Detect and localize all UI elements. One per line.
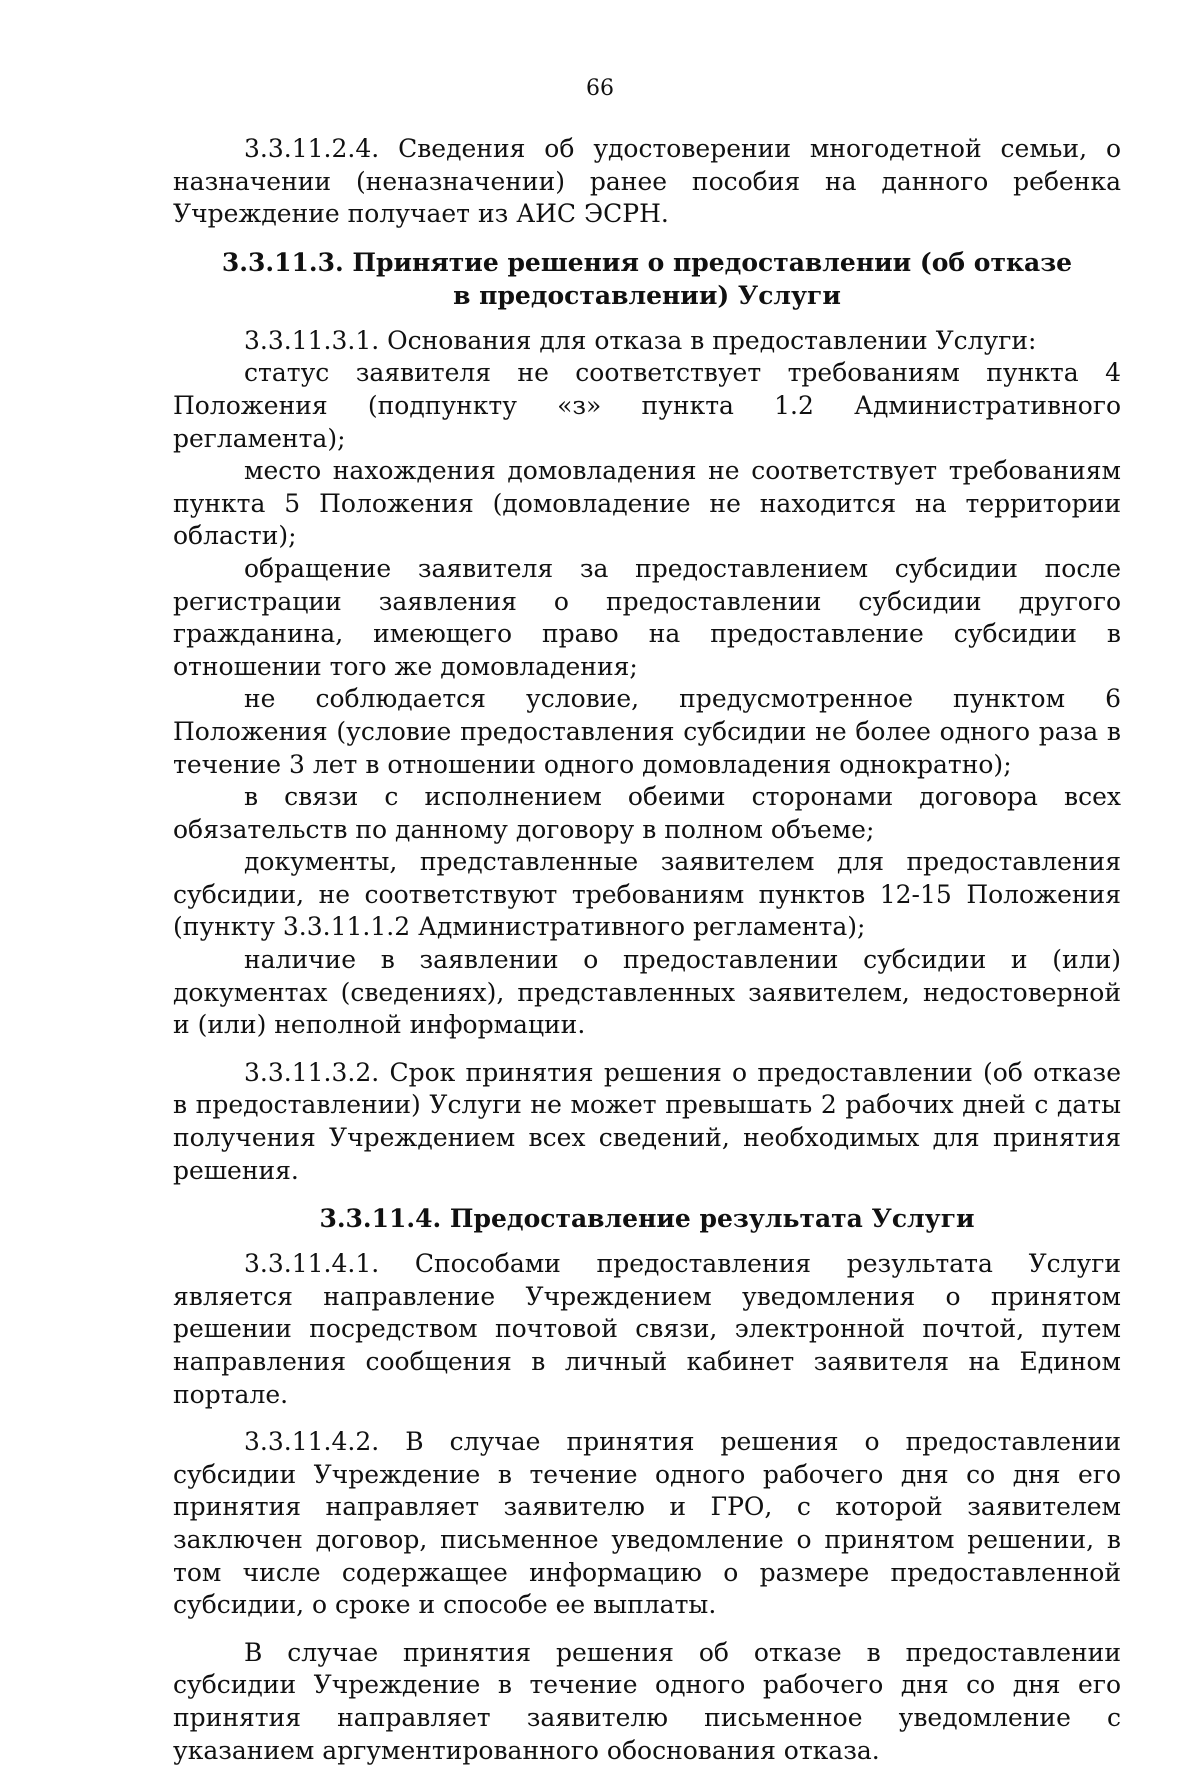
section-heading-3-3-11-4: 3.3.11.4. Предоставление результата Услуги bbox=[319, 1204, 975, 1234]
refusal-ground-6: документы, представленные заявителем для предоставления субсидии, не соответствуют требованиям пунктов 12-15 Положения (пункту 3.3.11.1.2 Административного регламента); bbox=[173, 847, 1121, 942]
refusal-ground-7: наличие в заявлении о предоставлении субсидии и (или) документах (сведениях), представленных заявителем, недостоверной и (или) неполной информации. bbox=[173, 945, 1121, 1040]
paragraph-3-3-11-2-4: 3.3.11.2.4. Сведения об удостоверении многодетной семьи, о назначении (неназначении) ранее пособия на данного ребенка Учреждение получает из АИС ЭСРН. bbox=[173, 134, 1121, 229]
document-body bbox=[173, 133, 1121, 1767]
paragraph-3-3-11-3-2: 3.3.11.3.2. Срок принятия решения о предоставлении (об отказе в предоставлении) Услуги не может превышать 2 рабочих дней с даты получения Учреждением всех сведений, необходимых для принятия решения. bbox=[173, 1057, 1121, 1185]
refusal-ground-1: статус заявителя не соответствует требованиям пункта 4 Положения (подпункту «з» пункта 1.2 Административного регламента); bbox=[173, 358, 1121, 453]
refusal-ground-3: обращение заявителя за предоставлением субсидии после регистрации заявления о предоставлении субсидии другого гражданина, имеющего право на предоставление субсидии в отношении того же домовладения; bbox=[173, 553, 1121, 681]
paragraph-3-3-11-4-2: 3.3.11.4.2. В случае принятия решения о предоставлении субсидии Учреждение в течение одного рабочего дня со дня его принятия направляет заявителю и ГРО, с которой заявителем заключен договор, письменное уведомление о принятом решении, в том числе содержащее информацию о размере предоставленной субсидии, о сроке и способе ее выплаты. bbox=[173, 1427, 1121, 1620]
section-heading-3-3-11-3: 3.3.11.3. Принятие решения о предоставлении (об отказе в предоставлении) Услуги bbox=[221, 247, 1073, 310]
paragraph-refusal-notification: В случае принятия решения об отказе в предоставлении субсидии Учреждение в течение одного рабочего дня со дня его принятия направляет заявителю письменное уведомление с указанием аргументированного обоснования отказа. bbox=[173, 1637, 1121, 1765]
refusal-ground-2: место нахождения домовладения не соответствует требованиям пункта 5 Положения (домовладение не находится на территории области); bbox=[173, 456, 1121, 551]
paragraph-3-3-11-3-1: 3.3.11.3.1. Основания для отказа в предоставлении Услуги: bbox=[244, 325, 1037, 355]
refusal-ground-4: не соблюдается условие, предусмотренное пунктом 6 Положения (условие предоставления субсидии не более одного раза в течение 3 лет в отношении одного домовладения однократно); bbox=[173, 684, 1121, 779]
page-number: 66 bbox=[586, 76, 614, 101]
refusal-ground-5: в связи с исполнением обеими сторонами договора всех обязательств по данному договору в полном объеме; bbox=[173, 782, 1121, 844]
paragraph-3-3-11-4-1: 3.3.11.4.1. Способами предоставления результата Услуги является направление Учреждением уведомления о принятом решении посредством почтовой связи, электронной почтой, путем направления сообщения в личный кабинет заявителя на Едином портале. bbox=[173, 1249, 1121, 1409]
